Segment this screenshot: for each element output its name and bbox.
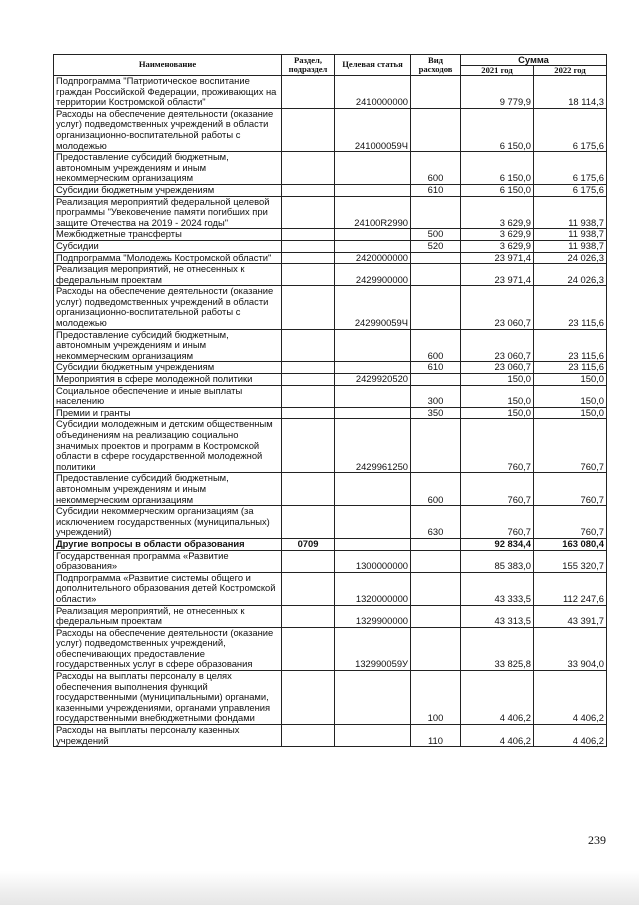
row-amount-2021: 23 060,7 xyxy=(461,329,534,362)
row-amount-2022: 6 175,6 xyxy=(534,152,607,185)
row-amount-2021: 85 383,0 xyxy=(461,550,534,572)
row-amount-2022: 11 938,7 xyxy=(534,240,607,252)
row-target xyxy=(335,473,411,506)
row-amount-2021: 9 779,9 xyxy=(461,76,534,109)
header-target: Целевая статья xyxy=(335,55,411,76)
row-type: 500 xyxy=(411,229,461,241)
header-type: Вид расходов xyxy=(411,55,461,76)
row-amount-2022: 24 026,3 xyxy=(534,264,607,286)
row-amount-2022: 43 391,7 xyxy=(534,605,607,627)
row-amount-2022: 6 175,6 xyxy=(534,184,607,196)
table-row xyxy=(54,385,607,407)
table-row xyxy=(54,572,607,605)
row-name: Другие вопросы в области образования xyxy=(54,538,282,550)
table-row xyxy=(54,506,607,539)
row-name: Мероприятия в сфере молодежной политики xyxy=(54,374,282,386)
row-target: 2429900000 xyxy=(335,264,411,286)
header-year-2021: 2021 год xyxy=(461,65,534,76)
row-section xyxy=(282,385,335,407)
row-target xyxy=(335,407,411,419)
row-name: Расходы на выплаты персоналу в целях обеспечения выполнения функций государственными (муниципальными) органами, казенными учреждениями, органами управления государственными внебюджетными фондами xyxy=(54,671,282,725)
row-name: Государственная программа «Развитие образования» xyxy=(54,550,282,572)
row-name: Расходы на обеспечение деятельности (оказание услуг) подведомственных учреждений, обеспечивающих предоставление государственных услуг в сфере образования xyxy=(54,627,282,670)
row-target xyxy=(335,725,411,747)
row-amount-2021: 760,7 xyxy=(461,506,534,539)
row-type xyxy=(411,538,461,550)
row-target xyxy=(335,329,411,362)
row-amount-2021: 33 825,8 xyxy=(461,627,534,670)
row-amount-2022: 163 080,4 xyxy=(534,538,607,550)
row-section xyxy=(282,229,335,241)
row-type xyxy=(411,108,461,151)
row-type xyxy=(411,627,461,670)
table-row xyxy=(54,725,607,747)
row-type: 630 xyxy=(411,506,461,539)
row-amount-2022: 112 247,6 xyxy=(534,572,607,605)
page-number: 239 xyxy=(588,833,606,847)
row-type xyxy=(411,264,461,286)
row-name: Социальное обеспечение и иные выплаты населению xyxy=(54,385,282,407)
row-amount-2022: 760,7 xyxy=(534,419,607,473)
table-row xyxy=(54,419,607,473)
row-amount-2021: 43 313,5 xyxy=(461,605,534,627)
row-amount-2021: 23 971,4 xyxy=(461,264,534,286)
row-type xyxy=(411,252,461,264)
row-amount-2022: 760,7 xyxy=(534,473,607,506)
row-type xyxy=(411,572,461,605)
row-amount-2022: 18 114,3 xyxy=(534,76,607,109)
row-amount-2021: 150,0 xyxy=(461,407,534,419)
row-type: 520 xyxy=(411,240,461,252)
row-type: 350 xyxy=(411,407,461,419)
row-section xyxy=(282,76,335,109)
row-amount-2022: 6 175,6 xyxy=(534,108,607,151)
row-name: Расходы на выплаты персоналу казенных учреждений xyxy=(54,725,282,747)
row-section xyxy=(282,362,335,374)
row-target xyxy=(335,671,411,725)
row-target: 1300000000 xyxy=(335,550,411,572)
row-target: 24100R2990 xyxy=(335,196,411,229)
row-type: 300 xyxy=(411,385,461,407)
row-amount-2021: 23 060,7 xyxy=(461,286,534,329)
table-row xyxy=(54,627,607,670)
row-amount-2022: 150,0 xyxy=(534,374,607,386)
row-amount-2021: 92 834,4 xyxy=(461,538,534,550)
table-row xyxy=(54,473,607,506)
row-type xyxy=(411,196,461,229)
row-target xyxy=(335,184,411,196)
row-name: Реализация мероприятий федеральной целевой программы "Увековечение памяти погибших при защите Отечества на 2019 - 2024 годы" xyxy=(54,196,282,229)
table-row xyxy=(54,252,607,264)
table-body xyxy=(54,76,607,747)
row-section xyxy=(282,374,335,386)
row-name: Подпрограмма «Развитие системы общего и дополнительного образования детей Костромской области» xyxy=(54,572,282,605)
row-type: 610 xyxy=(411,184,461,196)
table-row xyxy=(54,286,607,329)
row-amount-2021: 3 629,9 xyxy=(461,229,534,241)
table-row xyxy=(54,108,607,151)
row-amount-2021: 6 150,0 xyxy=(461,152,534,185)
row-type: 610 xyxy=(411,362,461,374)
row-type xyxy=(411,605,461,627)
row-amount-2021: 150,0 xyxy=(461,385,534,407)
row-name: Предоставление субсидий бюджетным, автономным учреждениям и иным некоммерческим организациям xyxy=(54,152,282,185)
row-amount-2022: 23 115,6 xyxy=(534,329,607,362)
table-row xyxy=(54,374,607,386)
row-section xyxy=(282,605,335,627)
row-section xyxy=(282,264,335,286)
row-type: 600 xyxy=(411,329,461,362)
budget-table xyxy=(53,54,607,747)
row-name: Подпрограмма "Патриотическое воспитание граждан Российской Федерации, проживающих на территории Костромской области" xyxy=(54,76,282,109)
header-year-2022: 2022 год xyxy=(534,65,607,76)
table-row xyxy=(54,605,607,627)
row-section xyxy=(282,152,335,185)
row-name: Субсидии некоммерческим организациям (за исключением государственных (муниципальных) учреждений) xyxy=(54,506,282,539)
row-amount-2021: 3 629,9 xyxy=(461,240,534,252)
row-target xyxy=(335,229,411,241)
row-amount-2022: 11 938,7 xyxy=(534,196,607,229)
row-type: 600 xyxy=(411,152,461,185)
row-amount-2021: 3 629,9 xyxy=(461,196,534,229)
row-amount-2022: 760,7 xyxy=(534,506,607,539)
row-type xyxy=(411,550,461,572)
row-section xyxy=(282,419,335,473)
row-type xyxy=(411,76,461,109)
table-row xyxy=(54,329,607,362)
header-sum: Сумма xyxy=(461,55,607,66)
table-row xyxy=(54,407,607,419)
table-row xyxy=(54,76,607,109)
row-type xyxy=(411,419,461,473)
row-section xyxy=(282,108,335,151)
table-row xyxy=(54,264,607,286)
row-amount-2021: 6 150,0 xyxy=(461,184,534,196)
table-row xyxy=(54,184,607,196)
row-amount-2021: 4 406,2 xyxy=(461,671,534,725)
row-type xyxy=(411,374,461,386)
table-row xyxy=(54,671,607,725)
row-section xyxy=(282,506,335,539)
table-row xyxy=(54,196,607,229)
row-target: 242990059Ч xyxy=(335,286,411,329)
row-section xyxy=(282,196,335,229)
row-section xyxy=(282,286,335,329)
row-section xyxy=(282,407,335,419)
row-amount-2021: 150,0 xyxy=(461,374,534,386)
table-row xyxy=(54,152,607,185)
row-name: Межбюджетные трансферты xyxy=(54,229,282,241)
row-amount-2022: 24 026,3 xyxy=(534,252,607,264)
row-target xyxy=(335,385,411,407)
row-amount-2022: 4 406,2 xyxy=(534,671,607,725)
row-name: Субсидии бюджетным учреждениям xyxy=(54,362,282,374)
table-row xyxy=(54,538,607,550)
row-amount-2021: 23 971,4 xyxy=(461,252,534,264)
row-section xyxy=(282,240,335,252)
row-amount-2022: 155 320,7 xyxy=(534,550,607,572)
row-section xyxy=(282,725,335,747)
row-type: 110 xyxy=(411,725,461,747)
table-row xyxy=(54,362,607,374)
row-name: Субсидии молодежным и детским общественным объединениям на реализацию социально значимых проектов и программ в Костромской области в сфере государственной молодежной политики xyxy=(54,419,282,473)
row-amount-2021: 43 333,5 xyxy=(461,572,534,605)
row-amount-2022: 150,0 xyxy=(534,385,607,407)
row-amount-2022: 23 115,6 xyxy=(534,362,607,374)
row-target: 2420000000 xyxy=(335,252,411,264)
header-name: Наименование xyxy=(54,55,282,76)
row-type: 600 xyxy=(411,473,461,506)
row-target: 1320000000 xyxy=(335,572,411,605)
row-name: Реализация мероприятий, не отнесенных к федеральным проектам xyxy=(54,264,282,286)
row-amount-2021: 23 060,7 xyxy=(461,362,534,374)
row-target: 2429961250 xyxy=(335,419,411,473)
row-target xyxy=(335,152,411,185)
row-name: Субсидии бюджетным учреждениям xyxy=(54,184,282,196)
row-section xyxy=(282,671,335,725)
row-target: 241000059Ч xyxy=(335,108,411,151)
row-target xyxy=(335,240,411,252)
row-type: 100 xyxy=(411,671,461,725)
row-amount-2021: 4 406,2 xyxy=(461,725,534,747)
row-section xyxy=(282,572,335,605)
row-name: Расходы на обеспечение деятельности (оказание услуг) подведомственных учреждений в области организационно-воспитательной работы с молодежью xyxy=(54,286,282,329)
row-name: Подпрограмма "Молодежь Костромской области" xyxy=(54,252,282,264)
row-amount-2022: 4 406,2 xyxy=(534,725,607,747)
row-target xyxy=(335,506,411,539)
row-name: Реализация мероприятий, не отнесенных к федеральным проектам xyxy=(54,605,282,627)
row-amount-2021: 760,7 xyxy=(461,419,534,473)
row-section xyxy=(282,473,335,506)
row-target: 1329900000 xyxy=(335,605,411,627)
header-section: Раздел, подраздел xyxy=(282,55,335,76)
row-target xyxy=(335,362,411,374)
table-row xyxy=(54,229,607,241)
row-name: Расходы на обеспечение деятельности (оказание услуг) подведомственных учреждений в области организационно-воспитательной работы с молодежью xyxy=(54,108,282,151)
row-amount-2021: 6 150,0 xyxy=(461,108,534,151)
row-target: 2429920520 xyxy=(335,374,411,386)
scan-bottom-edge xyxy=(0,871,639,905)
row-section: 0709 xyxy=(282,538,335,550)
row-section xyxy=(282,329,335,362)
row-amount-2022: 11 938,7 xyxy=(534,229,607,241)
row-name: Предоставление субсидий бюджетным, автономным учреждениям и иным некоммерческим организациям xyxy=(54,473,282,506)
row-amount-2022: 23 115,6 xyxy=(534,286,607,329)
row-amount-2021: 760,7 xyxy=(461,473,534,506)
table-row xyxy=(54,550,607,572)
row-section xyxy=(282,252,335,264)
row-target: 2410000000 xyxy=(335,76,411,109)
row-target: 132990059У xyxy=(335,627,411,670)
table-header xyxy=(54,55,607,76)
row-type xyxy=(411,286,461,329)
row-name: Предоставление субсидий бюджетным, автономным учреждениям и иным некоммерческим организациям xyxy=(54,329,282,362)
row-name: Субсидии xyxy=(54,240,282,252)
table-row xyxy=(54,240,607,252)
row-section xyxy=(282,184,335,196)
row-section xyxy=(282,550,335,572)
row-amount-2022: 150,0 xyxy=(534,407,607,419)
row-amount-2022: 33 904,0 xyxy=(534,627,607,670)
row-section xyxy=(282,627,335,670)
row-target xyxy=(335,538,411,550)
row-name: Премии и гранты xyxy=(54,407,282,419)
